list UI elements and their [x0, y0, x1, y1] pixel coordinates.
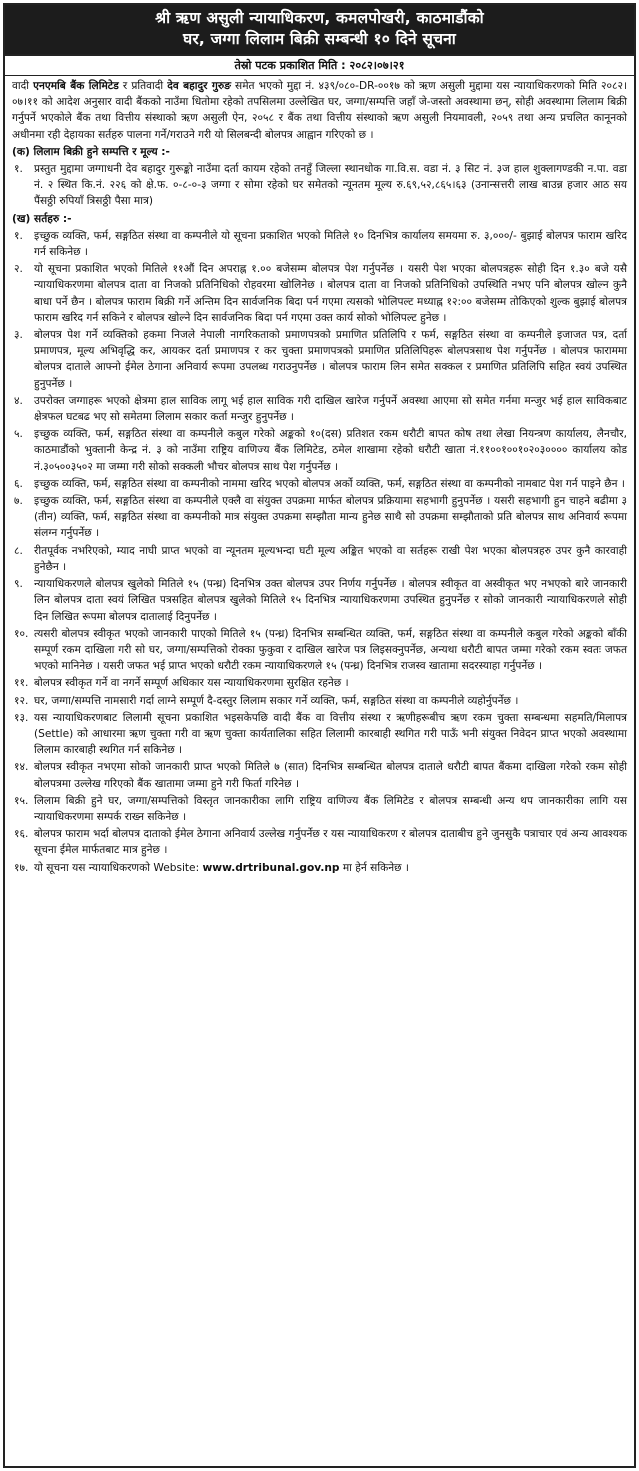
item-text: लिलाम बिक्री हुने घर, जग्गा/सम्पत्तिको विस्तृत जानकारीका लागि राष्ट्रिय वाणिज्य बैंक लिमिटेड र बोलपत्र सम्बन्धी अन्य थप जानकारीका लागि यस न्यायाधिकरणमा सम्पर्क राख्न सकिनेछ । [34, 794, 627, 823]
intro-text: समेत भएको मुद्दा नं. ४३९/०८०-DR-००१७ को ऋण असुली मुद्दामा यस न्यायाधिकरणको मिति २०८२।०७।११ को आदेश अनुसार वादी बैंकको नाउँमा धितोमा रहेको तपसिलमा उल्लेखित घर, जग्गा/सम्पत्ति जहाँ जे-जस्तो अवस्थामा छन्, सोही अवस्थामा लिलाम बिक्री गर्नुपर्ने भएकोले बैंक तथा वित्तीय संस्थाको ऋण असुली ऐन, २०५८ र बैंक तथा वित्तीय संस्थाको ऋण असुली नियमावली, २०५९ तथा अन्य प्रचलित कानूनको अधीनमा रही देहायका सर्तहरु पालना गर्ने/गराउने गरी यो सिलबन्दी बोलपत्र आह्वान गरिएको छ । [12, 80, 628, 141]
item-text: बोलपत्र स्वीकृत गर्ने वा नगर्ने सम्पूर्ण अधिकार यस न्यायाधिकरणमा सुरक्षित रहनेछ । [34, 677, 349, 690]
item-text: न्यायाधिकरणले बोलपत्र खुलेको मितिले १५ (पन्ध्र) दिनभित्र उक्त बोलपत्र उपर निर्णय गर्नुपर्नेछ । बोलपत्र स्वीकृत वा अस्वीकृत भए नभएको बारे जानकारी लिन बोलपत्र दाता स्वयं लिखित पत्रसहित बोलपत्र खुलेको मितिले १५ दिनभित्र न्यायाधिकरणमा उपस्थित हुनुपर्नेछ र सोको जानकारी न्यायाधिकरणले सोही दिन लिखित रूपमा बोलपत्र दातालाई दिनुपर्नेछ । [34, 578, 627, 623]
list-item [12, 675, 627, 691]
item-text: यो सूचना प्रकाशित भएको मितिले ११औं दिन अपराह्न १.०० बजेसम्म बोलपत्र पेश गर्नुपर्नेछ । यसरी पेश भएका बोलपत्रहरू सोही दिन १.३० बजे यसै न्यायाधिकरणमा बोलपत्र दाता वा निजको प्रतिनिधिको रोहवरमा खोलिनेछ । बोलपत्र दाता वा निजको प्रतिनिधिको उपस्थिति नभए पनि बोलपत्र खोल्न कुनै बाधा पर्ने छैन । बोलपत्र फाराम बिक्री गर्ने अन्तिम दिन सार्वजनिक बिदा पर्न गएमा त्यसको भोलिपल्ट मध्याह्न १२:०० बजेसम्म तोकिएको शुल्क बुझाई बोलपत्र फाराम खरिद गर्न सकिने र बोलपत्र खोल्ने दिन सार्वजनिक बिदा पर्न गएमा उक्त कार्य सोको भोलिपल्ट हुनेछ । [34, 263, 627, 324]
list-item [12, 327, 627, 392]
item-text: बोलपत्र स्वीकृत नभएमा सोको जानकारी प्राप्त भएको मितिले ७ (सात) दिनभित्र सम्बन्धित बोलपत्र दाताले धरौटी बापत बैंकमा दाखिला गरेको रकम सोही बोलपत्रमा उल्लेख गरिएको बैंक खातामा जम्मा हुने गरी फिर्ता गरिनेछ । [34, 761, 627, 790]
item-number: ७. [14, 495, 23, 508]
item-text: रीतपूर्वक नभरिएको, म्याद नाघी प्राप्त भएको वा न्यूनतम मूल्यभन्दा घटी मूल्य अङ्कित भएको वा सर्तहरू राखी पेश भएका बोलपत्रहरु उपर कुनै कारवाही हुनेछैन । [34, 544, 627, 573]
item-number: ११. [14, 677, 29, 690]
item-number: ३. [14, 329, 23, 342]
list-item [12, 693, 627, 709]
list-item [12, 759, 627, 791]
list-item [12, 161, 627, 210]
list-item [12, 393, 627, 425]
item-number: १४. [14, 761, 29, 774]
list-item [12, 710, 627, 759]
public-notice [3, 3, 636, 1468]
item-number: १३. [14, 711, 29, 724]
publication-date: तेस्रो पटक प्रकाशित मिति : २०८२।०७।२१ [5, 56, 634, 76]
item-text-part: मा हेर्न सकिनेछ । [339, 861, 409, 874]
item-number: १. [14, 163, 23, 176]
list-item [12, 228, 627, 260]
section-property-title: (क) लिलाम बिक्री हुने सम्पत्ति र मूल्य :- [12, 145, 170, 158]
item-number: ९. [14, 578, 23, 591]
list-item [12, 543, 627, 575]
list-item [12, 626, 627, 675]
notice-title-line1: श्री ऋण असुली न्यायाधिकरण, कमलपोखरी, काठमाडौंको [155, 9, 484, 27]
item-number: १. [14, 229, 23, 242]
item-number: १०. [14, 627, 29, 640]
item-text: उपरोक्त जग्गाहरू भएको क्षेत्रमा हाल साविक लागू भई हाल साविक गरी दाखिल खारेज गर्नुपर्ने अवस्था आएमा सो समेत गर्नमा मन्जुर भई हाल साविकबाट क्षेत्रफल घटबढ भए सो समेतमा लिलाम सकार कर्ता मन्जुर हुनुपर्नेछ । [34, 394, 627, 424]
item-number: ८. [14, 544, 23, 557]
website-link[interactable]: www.drtribunal.gov.np [202, 861, 340, 874]
list-item [12, 793, 627, 825]
intro-paragraph [12, 78, 627, 143]
item-text [34, 860, 627, 876]
intro-text: वादी [12, 80, 34, 92]
intro-text: र प्रतिवादी [118, 80, 168, 92]
item-number: १२. [14, 694, 29, 707]
list-item [12, 261, 627, 326]
list-item [12, 493, 627, 542]
item-number: १६. [14, 828, 29, 841]
item-text-part: यो सूचना यस न्यायाधिकरणको Website: [34, 861, 203, 874]
item-number: ४. [14, 394, 23, 407]
item-number: २. [14, 263, 23, 276]
defendant-name: देव बहादुर गुरुङ [167, 80, 231, 92]
notice-body [5, 76, 634, 876]
section-conditions-title: (ख) सर्तहरु :- [12, 212, 72, 225]
item-text: इच्छुक व्यक्ति, फर्म, सङ्गठित संस्था वा कम्पनीको नाममा खरिद भएको बोलपत्र अर्को व्यक्ति, फर्म, सङ्गठित संस्था वा कम्पनीको नामबाट पेश गर्न पाइने छैन । [34, 477, 625, 490]
item-number: ५. [14, 428, 23, 441]
list-item [12, 426, 627, 475]
property-list [12, 161, 627, 210]
item-text: प्रस्तुत मुद्दामा जग्गाधनी देव बहादुर गुरूङ्को नाउँमा दर्ता कायम रहेको तनहुँ जिल्ला स्थानधोक गा.वि.स. वडा नं. ३ सिट नं. ३ज हाल शुक्लागण्डकी न.पा. वडा नं. २ स्थित कि.नं. २२६ को क्षे.फ. ०-८-०-३ जग्गा र सोमा रहेको घर समेतको न्यूनतम मूल्य रु.६९,५२,८६५।६३ (उनान्सत्तरी लाख बाउन्न हजार आठ सय पैंसठ्ठी रुपियाँ त्रिसठ्ठी पैसा मात्र) [34, 163, 627, 208]
list-item [12, 826, 627, 858]
list-item [12, 576, 627, 625]
item-text: घर, जग्गा/सम्पत्ति नामसारी गर्दा लाग्ने सम्पूर्ण दै-दस्तुर लिलाम सकार गर्ने व्यक्ति, फर्म, सङ्गठित संस्था वा कम्पनीले व्यहोर्नुपर्नेछ । [34, 694, 519, 707]
item-number: १५. [14, 794, 29, 807]
notice-title-line2: घर, जग्गा लिलाम बिक्री सम्बन्धी १० दिने सूचना [183, 30, 456, 48]
item-text: बोलपत्र फाराम भर्दा बोलपत्र दाताको ईमेल ठेगाना अनिवार्य उल्लेख गर्नुपर्नेछ र यस न्यायाधिकरण र बोलपत्र दाताबीच हुने जुनसुकै पत्राचार एवं अन्य आवश्यक सूचना ईमेल मार्फतबाट मात्र हुनेछ । [34, 828, 627, 857]
item-number: ६. [14, 477, 23, 490]
notice-header [5, 5, 634, 56]
item-text: इच्छुक व्यक्ति, फर्म, सङ्गठित संस्था वा कम्पनीले एक्लै वा संयुक्त उपक्रमा मार्फत बोलपत्र प्रक्रियामा सहभागी हुनुपर्नेछ । यसरी सहभागी हुन चाहने बढीमा ३ (तीन) व्यक्ति, फर्म, सङ्गठित संस्था वा कम्पनीको मात्र संयुक्त उपक्रमा सम्झौता मान्य हुनेछ साथै सो उपक्रमा सम्झौताको प्रति बोलपत्र साथ अनिवार्य रूपमा संलग्न गर्नुपर्नेछ । [34, 495, 627, 540]
item-number: १७. [14, 861, 29, 874]
item-text: यस न्यायाधिकरणबाट लिलामी सूचना प्रकाशित भइसकेपछि वादी बैंक वा वित्तीय संस्था र ऋणीहरूबीच ऋण रकम चुक्ता सम्बन्धमा सहमति/मिलापत्र (Settle) को आधारमा ऋण चुक्ता गरी वा ऋण चुक्ता कार्यतालिका सहित लिलामी कारबाही स्थगित गरी पाऊँ भनी संयुक्त निवेदन प्राप्त भएको अवस्थामा लिलाम कारबाही स्थगित गर्न सकिनेछ । [34, 711, 627, 757]
plaintiff-name: एनएमबि बैंक लिमिटेड [33, 80, 119, 92]
item-text: बोलपत्र पेश गर्ने व्यक्तिको हकमा निजले नेपाली नागरिकताको प्रमाणपत्रको प्रमाणित प्रतिलिपि र फर्म, सङ्गठित संस्था वा कम्पनीले इजाजत पत्र, दर्ता प्रमाणपत्र, मूल्य अभिवृद्धि कर, आयकर दर्ता प्रमाणपत्र र कर चुक्ता प्रमाणपत्रको प्रमाणित प्रतिलिपिहरू बोलपत्रसाथ पेश गर्नुपर्नेछ । बोलपत्र फाराममा बोलपत्र दाताले आफ्नो ईमेल ठेगाना अनिवार्य रूपमा उपलब्ध गराउनुपर्नेछ । बोलपत्र फाराम लिन समेत सक्कल र प्रमाणित प्रतिलिपि सहित स्वयं उपस्थित हुनुपर्नेछ । [34, 329, 627, 390]
conditions-list [12, 228, 627, 859]
item-text: इच्छुक व्यक्ति, फर्म, सङ्गठित संस्था वा कम्पनीले कबुल गरेको अङ्कको १०(दस) प्रतिशत रकम धरौटी बापत कोष तथा लेखा नियन्त्रण कार्यालय, लैनचौर, काठमाडौंको भुक्तानी केन्द्र नं. ३ को नाउँमा राष्ट्रिय वाणिज्य बैंक लिमिटेड, ठमेल शाखामा रहेको धरौटी खाता नं.११००१००१०२०३०००० कार्यालय कोड नं.३०५००३५०२ मा जम्मा गरी सोको सक्कली भौचर बोलपत्र साथ पेश गर्नुपर्नेछ । [34, 428, 627, 473]
item-text: इच्छुक व्यक्ति, फर्म, सङ्गठित संस्था वा कम्पनीले यो सूचना प्रकाशित भएको मितिले १० दिनभित्र कार्यालय समयमा रु. ३,०००/- बुझाई बोलपत्र फाराम खरिद गर्न सकिनेछ । [34, 229, 627, 259]
list-item [12, 476, 627, 492]
item-text: त्यसरी बोलपत्र स्वीकृत भएको जानकारी पाएको मितिले १५ (पन्ध्र) दिनभित्र सम्बन्धित व्यक्ति, फर्म, सङ्गठित संस्था वा कम्पनीले कबुल गरेको अङ्कको बाँकी सम्पूर्ण रकम दाखिला गरी सो घर, जग्गा/सम्पत्तिको रोक्का फुकुवा र दाखिल खारेज पत्र लिइसक्नुपर्नेछ, अन्यथा धरौटी बापत जम्मा गरेको रकम स्वतः जफत भएको मानिनेछ । यसरी जफत भई प्राप्त भएको धरौटी रकम न्यायाधिकरणले १५ (पन्ध्र) दिनभित्र राजस्व खातामा सदरस्याहा गर्नुपर्नेछ । [34, 627, 627, 673]
list-item [12, 860, 627, 876]
